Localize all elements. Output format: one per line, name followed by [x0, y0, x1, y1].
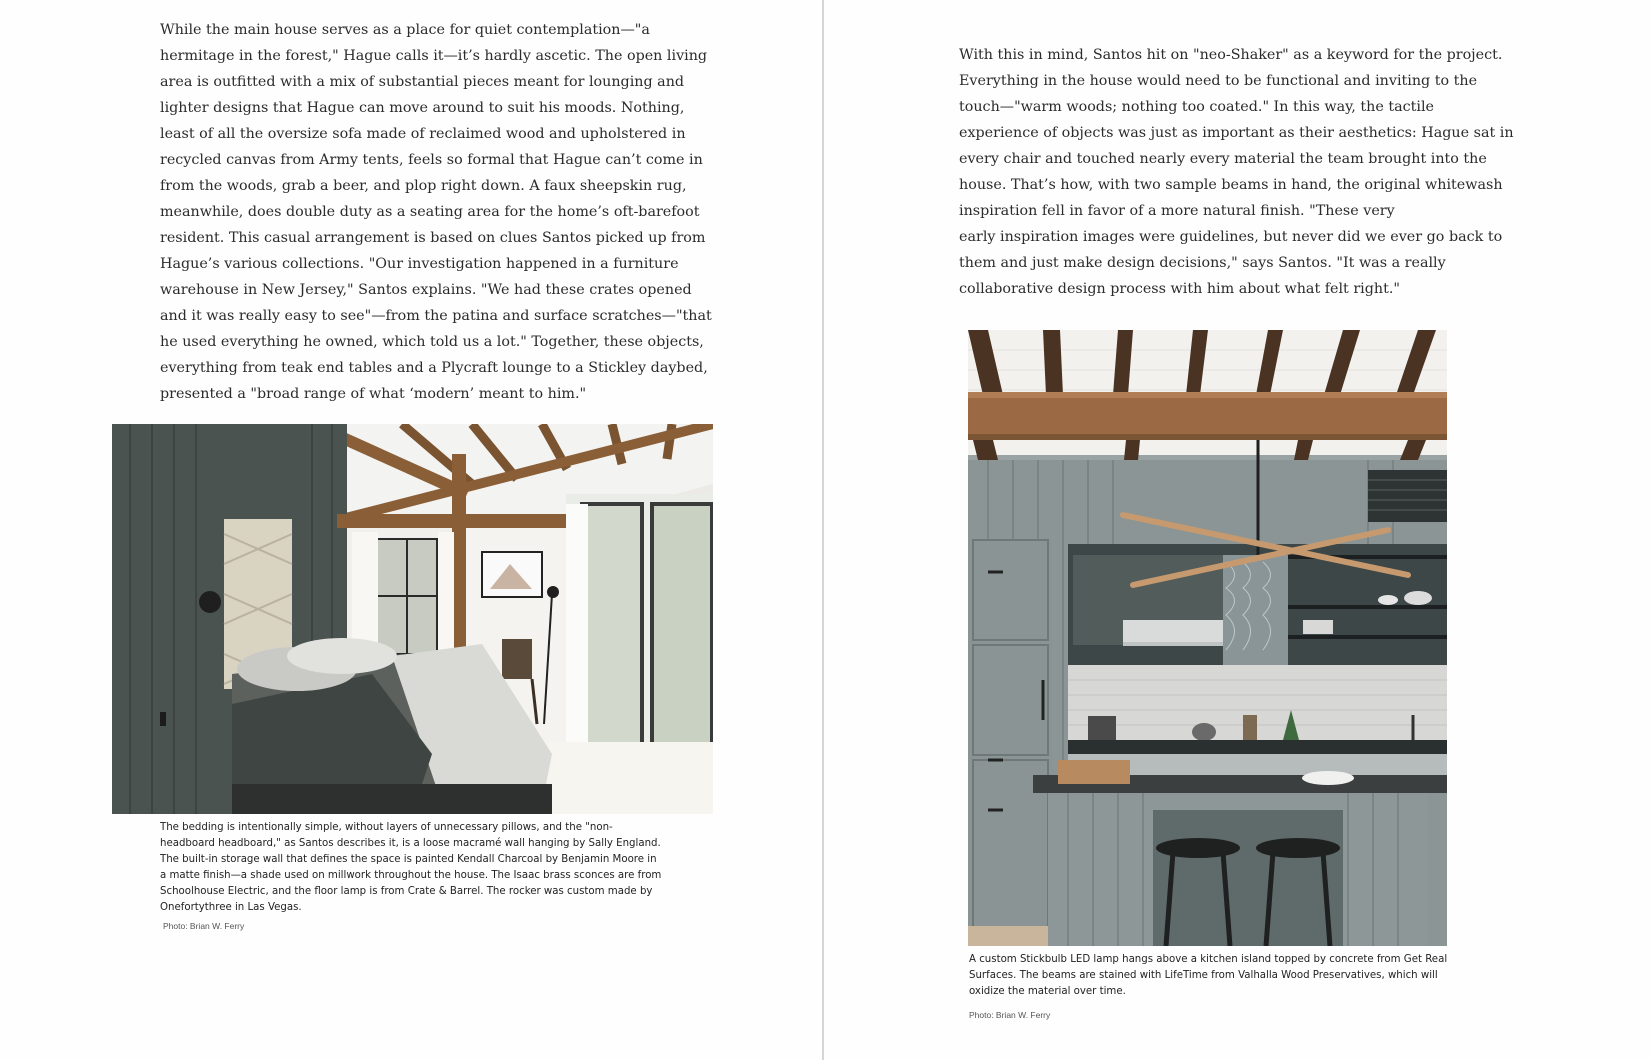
body-line: every chair and touched nearly every material the team brought into the [959, 151, 1487, 167]
caption-line: The bedding is intentionally simple, without layers of unnecessary pillows, and the "non- [160, 822, 613, 833]
right-page [824, 0, 1651, 1060]
body-line: hermitage in the forest," Hague calls it—it’s hardly ascetic. The open living [160, 48, 708, 64]
photo-credit: Photo: Brian W. Ferry [163, 921, 245, 931]
bedroom-photo [112, 424, 713, 814]
photo-credit: Photo: Brian W. Ferry [969, 1010, 1051, 1020]
body-line: While the main house serves as a place for quiet contemplation—"a [160, 22, 650, 38]
body-line: Hague’s various collections. "Our investigation happened in a furniture [160, 256, 679, 272]
body-line: he used everything he owned, which told us a lot." Together, these objects, [160, 334, 704, 350]
caption-line: Onefortythree in Las Vegas. [160, 902, 302, 913]
body-line: collaborative design process with him about what felt right." [959, 281, 1400, 297]
body-line: warehouse in New Jersey," Santos explains. "We had these crates opened [160, 282, 692, 298]
body-line: With this in mind, Santos hit on "neo-Shaker" as a keyword for the project. [959, 47, 1503, 63]
body-line: early inspiration images were guidelines, but never did we ever go back to [959, 229, 1503, 245]
body-line: them and just make design decisions," says Santos. "It was a really [959, 255, 1446, 271]
caption-line: The built-in storage wall that defines the space is painted Kendall Charcoal by Benjamin Moore in [160, 854, 657, 865]
kitchen-photo [968, 330, 1447, 946]
body-line: house. That’s how, with two sample beams in hand, the original whitewash [959, 177, 1503, 193]
body-line: from the woods, grab a beer, and plop right down. A faux sheepskin rug, [160, 178, 687, 194]
kitchen-caption [969, 952, 1449, 1000]
body-line: touch—"warm woods; nothing too coated." In this way, the tactile [959, 99, 1434, 115]
left-body-text [160, 17, 712, 407]
body-line: area is outfitted with a mix of substantial pieces meant for lounging and [160, 74, 685, 90]
left-page [0, 0, 822, 1060]
body-line: recycled canvas from Army tents, feels so formal that Hague can’t come in [160, 152, 703, 168]
caption-line: headboard headboard," as Santos describes it, is a loose macramé wall hanging by Sally England. [160, 838, 661, 849]
body-line: experience of objects was just as important as their aesthetics: Hague sat in [959, 125, 1514, 141]
body-line: inspiration fell in favor of a more natural finish. "These very [959, 203, 1395, 219]
caption-line: A custom Stickbulb LED lamp hangs above a kitchen island topped by concrete from Get Real [969, 954, 1448, 965]
body-line: Everything in the house would need to be functional and inviting to the [959, 73, 1478, 89]
caption-line: a matte finish—a shade used on millwork throughout the house. The Isaac brass sconces are from [160, 870, 662, 881]
body-line: meanwhile, does double duty as a seating area for the home’s oft-barefoot [160, 204, 700, 220]
caption-line: Surfaces. The beams are stained with LifeTime from Valhalla Wood Preservatives, which will [969, 970, 1438, 981]
body-line: presented a "broad range of what ‘modern’ meant to him." [160, 386, 587, 402]
bedroom-illustration [112, 424, 713, 814]
bedroom-caption [160, 820, 680, 916]
body-line: resident. This casual arrangement is based on clues Santos picked up from [160, 230, 706, 246]
kitchen-illustration [968, 330, 1447, 946]
body-line: and it was really easy to see"—from the patina and surface scratches—"that [160, 308, 712, 324]
body-line: least of all the oversize sofa made of reclaimed wood and upholstered in [160, 126, 686, 142]
caption-line: Schoolhouse Electric, and the floor lamp is from Crate & Barrel. The rocker was custom made by [160, 886, 653, 897]
caption-line: oxidize the material over time. [969, 986, 1126, 997]
body-line: everything from teak end tables and a Plycraft lounge to a Stickley daybed, [160, 360, 708, 376]
right-body-text [959, 42, 1514, 302]
body-line: lighter designs that Hague can move around to suit his moods. Nothing, [160, 100, 685, 116]
